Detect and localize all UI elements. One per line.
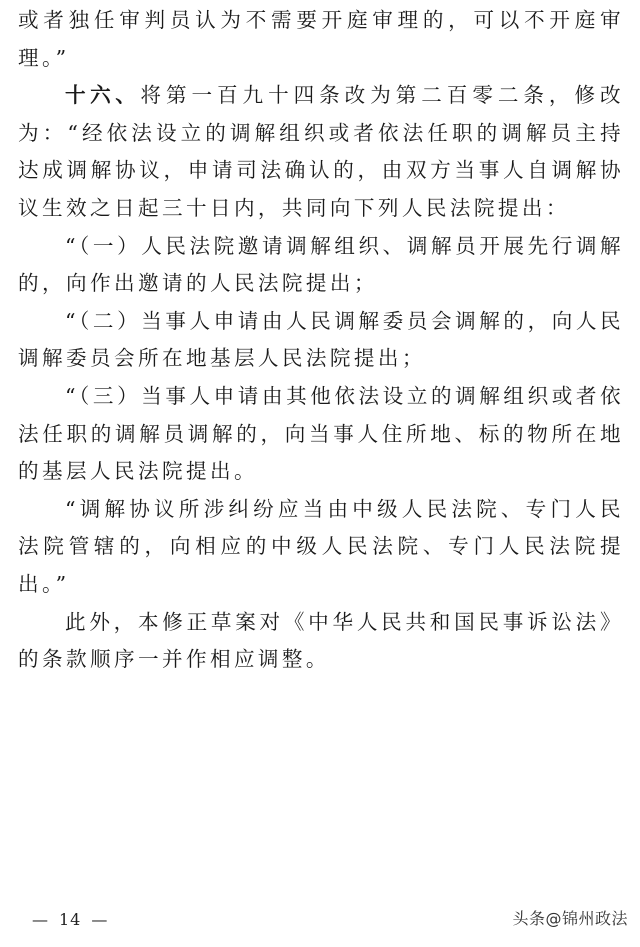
paragraph-text: “（三）当事人申请由其他依法设立的调解组织或者依法任职的调解员调解的，向当事人住所地、标的物所在地的基层人民法院提出。 — [18, 383, 624, 484]
paragraph-text: 将第一百九十四条改为第二百零二条，修改为：“经依法设立的调解组织或者依法任职的调解员主持达成调解协议，申请司法确认的，由双方当事人自调解协议生效之日起三十日内，共同向下列人民法院提出： — [18, 83, 624, 220]
paragraph-jurisdiction — [18, 491, 624, 604]
paragraph-item-two — [18, 303, 624, 378]
document-body — [18, 2, 624, 679]
paragraph-article-sixteen — [18, 77, 624, 227]
page-number-dash-left: — — [32, 910, 49, 929]
paragraph-text: “调解协议所涉纠纷应当由中级人民法院、专门人民法院管辖的，向相应的中级人民法院、专门人民法院提出。” — [18, 496, 624, 596]
page-number-value: 14 — [59, 910, 82, 929]
page-number — [22, 910, 118, 929]
page-number-dash-right: — — [91, 910, 109, 929]
paragraph-text: “（一）人民法院邀请调解组织、调解员开展先行调解的，向作出邀请的人民法院提出； — [18, 233, 624, 296]
paragraph-item-three — [18, 378, 624, 491]
paragraph-closing-note — [18, 604, 624, 679]
paragraph-item-one — [18, 228, 624, 303]
paragraph-text: “（二）当事人申请由人民调解委员会调解的，向人民调解委员会所在地基层人民法院提出； — [18, 308, 624, 371]
article-number: 十六、 — [65, 83, 141, 108]
watermark: 头条@锦州政法 — [512, 909, 628, 928]
paragraph-text: 或者独任审判员认为不需要开庭审理的，可以不开庭审理。” — [18, 8, 624, 70]
paragraph-text: 此外，本修正草案对《中华人民共和国民事诉讼法》的条款顺序一并作相应调整。 — [18, 609, 624, 672]
paragraph-continuation — [18, 2, 624, 77]
